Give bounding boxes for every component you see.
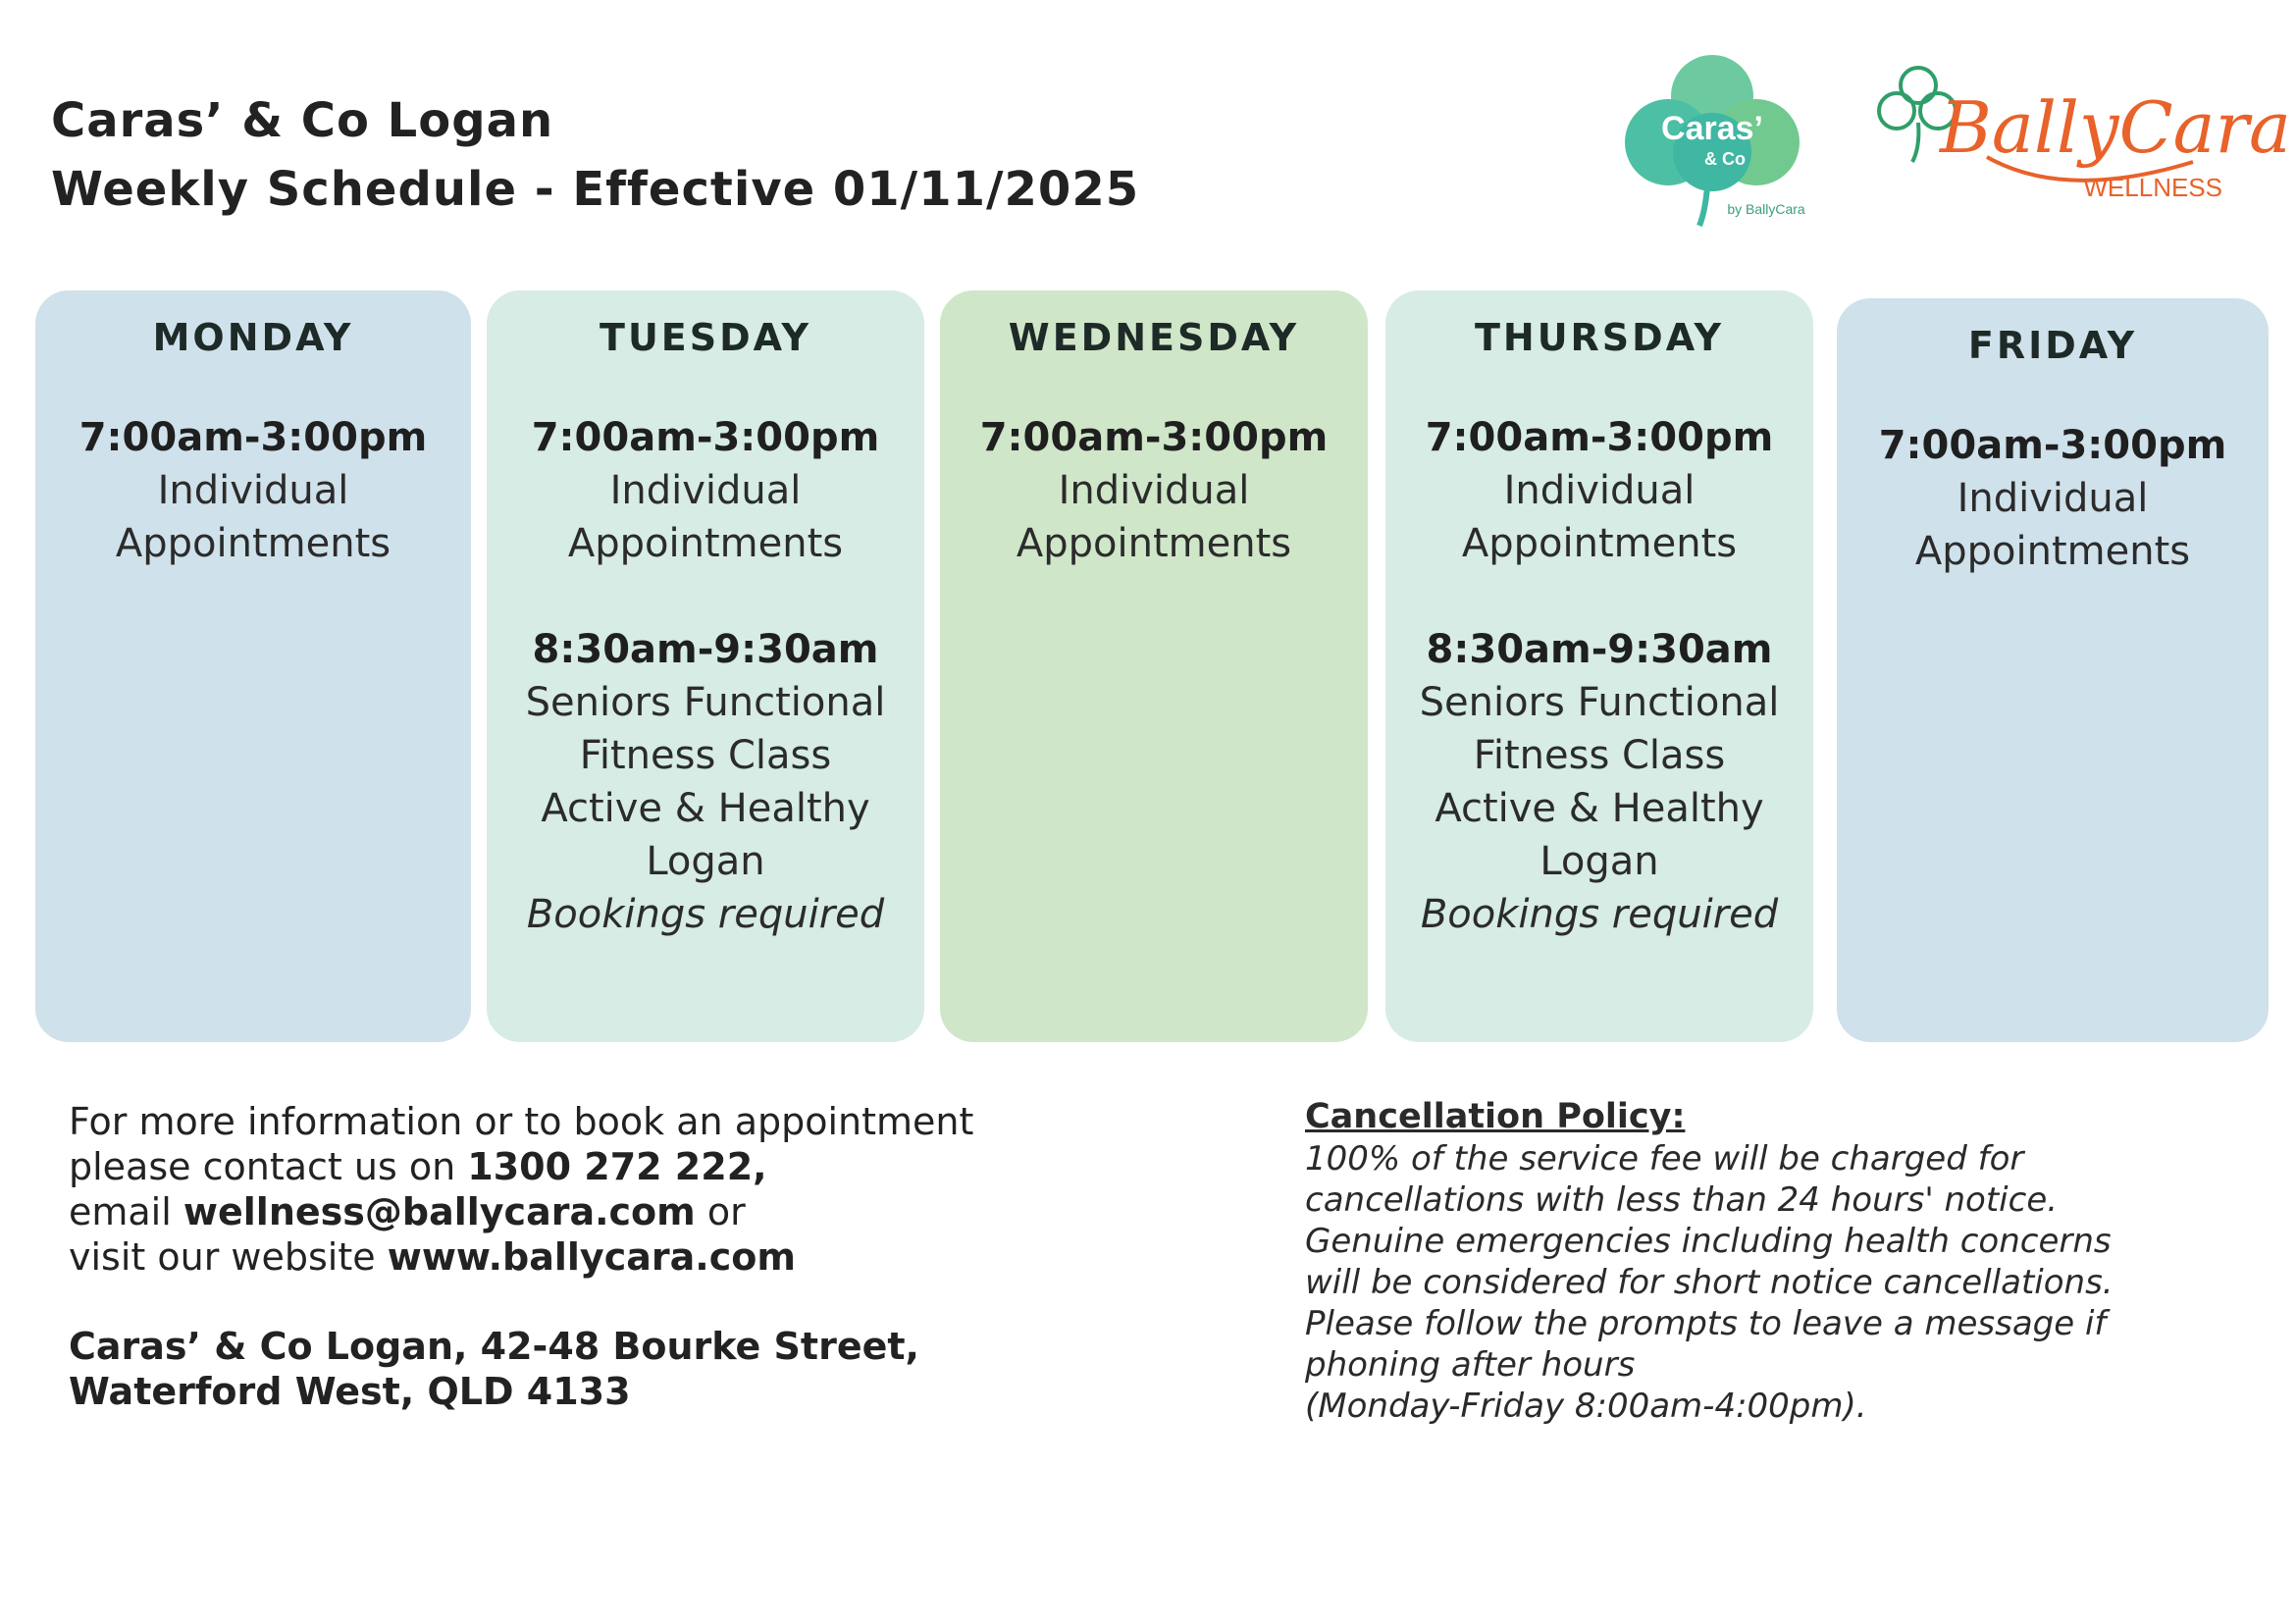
day-name: MONDAY — [152, 316, 354, 359]
slot-time: 8:30am-9:30am — [532, 627, 879, 672]
day-column-monday — [35, 290, 471, 1042]
slot-line: Active & Healthy — [1435, 786, 1764, 831]
slot-line: Individual — [1058, 468, 1250, 513]
contact-info — [69, 1099, 973, 1414]
slot-line: Active & Healthy — [541, 786, 870, 831]
booking-note: Bookings required — [1420, 892, 1779, 937]
slot-line: Seniors Functional — [525, 680, 886, 725]
contact-text: email — [69, 1190, 183, 1233]
contact-line — [69, 1234, 973, 1280]
day-name: WEDNESDAY — [1008, 316, 1300, 359]
contact-text: visit our website — [69, 1235, 388, 1279]
slot-time: 7:00am-3:00pm — [531, 415, 880, 460]
slot-line: Appointments — [1914, 529, 2191, 574]
slot-line: Logan — [646, 839, 765, 884]
ballycara-logo-main: BallyCara — [1940, 86, 2291, 169]
slot-line: Appointments — [1461, 521, 1738, 566]
slot-line: Fitness Class — [1473, 733, 1726, 778]
slot-line: Individual — [1503, 468, 1696, 513]
slot-line: Individual — [609, 468, 802, 513]
day-column-tuesday — [487, 290, 924, 1042]
ballycara-logo — [1869, 54, 2291, 231]
address-line: Caras’ & Co Logan, 42-48 Bourke Street, — [69, 1325, 919, 1368]
page-title: Caras’ & Co Logan — [51, 93, 554, 148]
slot-line: Seniors Functional — [1419, 680, 1780, 725]
contact-line — [69, 1144, 973, 1189]
slot-time: 8:30am-9:30am — [1426, 627, 1773, 672]
slot-line: Individual — [157, 468, 349, 513]
policy-line: (Monday-Friday 8:00am-4:00pm). — [1305, 1387, 1867, 1426]
day-column-wednesday — [940, 290, 1368, 1042]
schedule-slot — [487, 623, 924, 941]
day-column-friday — [1837, 298, 2269, 1042]
caras-logo-by: by BallyCara — [1727, 201, 1805, 217]
contact-line: For more information or to book an appointment — [69, 1100, 974, 1143]
schedule-slot — [1385, 411, 1813, 570]
booking-note: Bookings required — [526, 892, 885, 937]
policy-line: Please follow the prompts to leave a message if — [1305, 1304, 2107, 1343]
day-name: FRIDAY — [1967, 324, 2138, 367]
day-name: THURSDAY — [1474, 316, 1725, 359]
shamrock-icon — [1609, 49, 1815, 236]
schedule-slot — [1837, 419, 2269, 578]
cancellation-policy — [1305, 1095, 2247, 1427]
day-column-thursday — [1385, 290, 1813, 1042]
slot-line: Individual — [1957, 476, 2149, 521]
slot-time: 7:00am-3:00pm — [78, 415, 428, 460]
slot-line: Appointments — [567, 521, 844, 566]
slot-time: 7:00am-3:00pm — [1878, 423, 2227, 468]
slot-time: 7:00am-3:00pm — [1425, 415, 1774, 460]
contact-text: please contact us on — [69, 1145, 468, 1188]
contact-line — [69, 1189, 973, 1234]
slot-line: Fitness Class — [579, 733, 832, 778]
slot-line: Appointments — [1016, 521, 1292, 566]
slot-line: Logan — [1539, 839, 1659, 884]
policy-title: Cancellation Policy: — [1305, 1097, 1686, 1136]
contact-text: or — [695, 1190, 746, 1233]
schedule-slot — [940, 411, 1368, 570]
caras-logo-sub: & Co — [1704, 149, 1746, 169]
address — [69, 1324, 973, 1414]
policy-line: Genuine emergencies including health concerns — [1305, 1222, 2112, 1261]
slot-time: 7:00am-3:00pm — [979, 415, 1329, 460]
phone-number[interactable]: 1300 272 222, — [467, 1145, 767, 1188]
caras-logo-main: Caras’ — [1661, 110, 1763, 147]
ballycara-logo-sub: WELLNESS — [2083, 173, 2222, 202]
page-header — [51, 86, 1139, 224]
policy-line: phoning after hours — [1305, 1345, 1636, 1385]
policy-line: 100% of the service fee will be charged for — [1305, 1139, 2024, 1179]
caras-logo — [1609, 49, 1815, 236]
address-line: Waterford West, QLD 4133 — [69, 1370, 631, 1413]
slot-line: Appointments — [115, 521, 391, 566]
page-subtitle: Weekly Schedule - Effective 01/11/2025 — [51, 162, 1140, 217]
policy-line: cancellations with less than 24 hours' notice. — [1305, 1180, 2059, 1220]
schedule-slot — [35, 411, 471, 570]
policy-line: will be considered for short notice cancellations. — [1305, 1263, 2113, 1302]
email-link[interactable]: wellness@ballycara.com — [183, 1190, 696, 1233]
website-link[interactable]: www.ballycara.com — [387, 1235, 796, 1279]
schedule-slot — [487, 411, 924, 570]
day-name: TUESDAY — [600, 316, 811, 359]
schedule-slot — [1385, 623, 1813, 941]
